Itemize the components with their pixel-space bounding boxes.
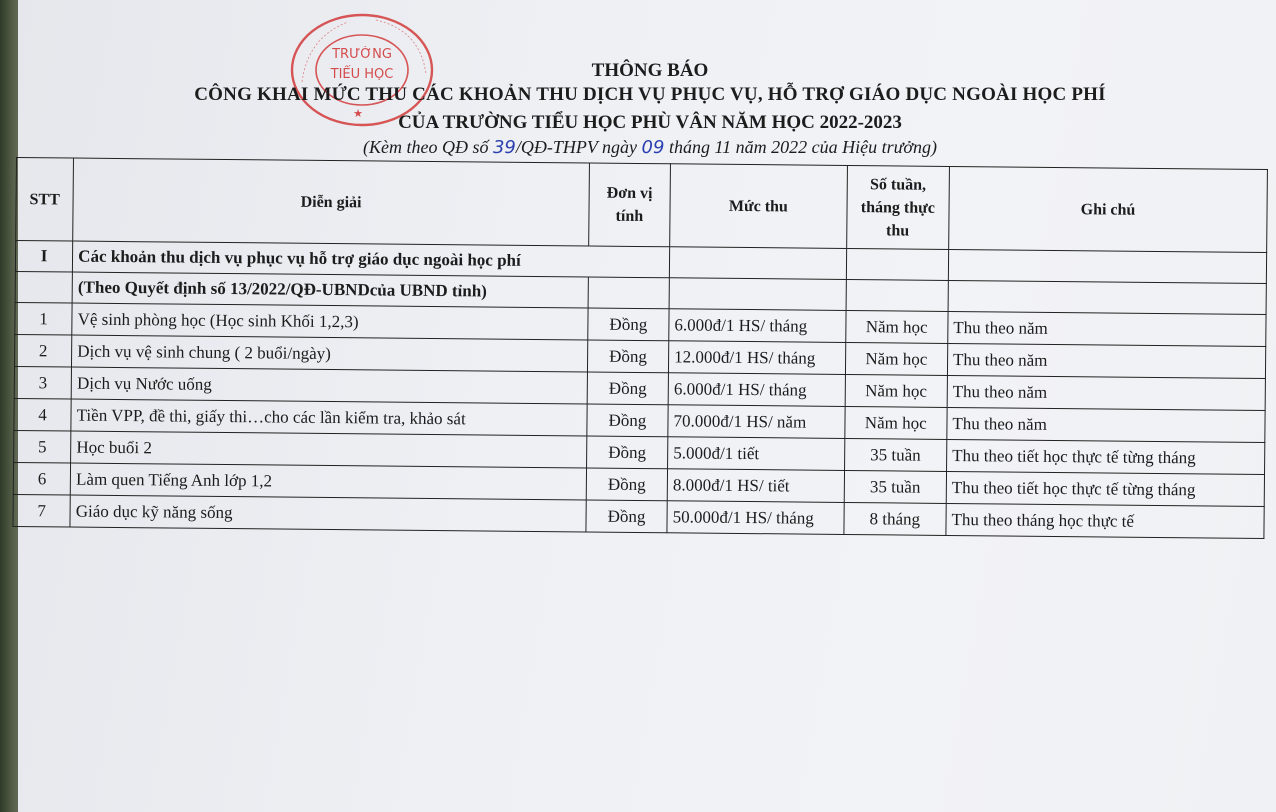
empty-cell xyxy=(669,247,846,280)
row-period: Năm học xyxy=(844,406,947,439)
note-prefix: (Kèm theo QĐ số xyxy=(362,137,493,157)
header-period-line3: thu xyxy=(885,221,910,240)
row-rate: 6.000đ/1 HS/ tháng xyxy=(669,309,846,343)
note-suffix: tháng 11 năm 2022 của Hiệu trưởng) xyxy=(664,137,938,157)
row-unit: Đồng xyxy=(586,436,668,469)
row-note: Thu theo năm xyxy=(948,311,1266,346)
row-unit: Đồng xyxy=(588,308,670,341)
row-description: Làm quen Tiếng Anh lớp 1,2 xyxy=(70,463,586,500)
empty-cell xyxy=(15,271,72,303)
row-note: Thu theo tiết học thực tế từng tháng xyxy=(946,471,1264,506)
header-rate: Mức thu xyxy=(670,164,847,249)
empty-cell xyxy=(846,279,949,311)
row-rate: 6.000đ/1 HS/ tháng xyxy=(668,373,845,407)
header-unit-line2: tính xyxy=(615,207,644,226)
row-unit: Đồng xyxy=(587,340,669,373)
row-rate: 50.000đ/1 HS/ tháng xyxy=(667,501,844,535)
row-rate: 12.000đ/1 HS/ tháng xyxy=(669,341,846,375)
row-rate: 70.000đ/1 HS/ năm xyxy=(668,405,845,439)
header-unit-line1: Đơn vị xyxy=(606,184,653,203)
handwritten-day: 09 xyxy=(641,137,665,158)
section-subtitle: (Theo Quyết định số 13/2022/QĐ-UBNDcủa UBND tỉnh) xyxy=(72,272,588,308)
row-stt: 3 xyxy=(14,366,71,399)
svg-text:TRƯỜNG: TRƯỜNG xyxy=(332,47,392,62)
row-note: Thu theo năm xyxy=(947,407,1265,442)
row-stt: 6 xyxy=(13,462,70,495)
document-title: THÔNG BÁO xyxy=(591,60,709,81)
row-note: Thu theo tháng học thực tế xyxy=(946,503,1264,538)
empty-cell xyxy=(846,248,949,280)
row-stt: 1 xyxy=(15,302,72,335)
row-period: 35 tuần xyxy=(844,470,947,503)
svg-text:TIỂU HỌC: TIỂU HỌC xyxy=(330,67,394,82)
document-subtitle-line2: CỦA TRƯỜNG TIỂU HỌC PHÙ VÂN NĂM HỌC 2022-2023 xyxy=(398,112,902,133)
empty-cell xyxy=(669,278,846,311)
row-note: Thu theo năm xyxy=(947,343,1265,378)
document-reference-note xyxy=(300,137,1000,158)
fee-table xyxy=(12,157,1267,539)
svg-text:★: ★ xyxy=(353,107,363,120)
row-note: Thu theo tiết học thực tế từng tháng xyxy=(946,439,1264,474)
row-note: Thu theo năm xyxy=(947,375,1265,410)
row-stt: 2 xyxy=(14,334,71,367)
row-description: Vệ sinh phòng học (Học sinh Khối 1,2,3) xyxy=(72,303,588,340)
section-title: Các khoản thu dịch vụ phục vụ hỗ trợ giáo dục ngoài học phí xyxy=(73,241,670,278)
header-period-line2: tháng thực xyxy=(860,198,935,217)
header-period xyxy=(846,165,949,249)
row-unit: Đồng xyxy=(587,372,669,405)
row-unit: Đồng xyxy=(587,404,669,437)
row-stt: 7 xyxy=(13,494,70,527)
header-unit xyxy=(588,163,670,247)
row-period: Năm học xyxy=(845,310,948,343)
header-stt: STT xyxy=(16,158,74,242)
row-rate: 8.000đ/1 HS/ tiết xyxy=(667,469,844,503)
empty-cell xyxy=(588,277,670,309)
row-stt: 5 xyxy=(14,430,71,463)
row-description: Tiền VPP, đề thi, giấy thi…cho các lần kiểm tra, khảo sát xyxy=(71,399,587,436)
row-period: Năm học xyxy=(845,342,948,375)
row-description: Giáo dục kỹ năng sống xyxy=(70,495,586,532)
note-mid: /QĐ-THPV ngày xyxy=(515,137,642,157)
empty-cell xyxy=(948,280,1266,314)
empty-cell xyxy=(948,249,1266,283)
header-note: Ghi chú xyxy=(949,166,1268,252)
row-description: Dịch vụ vệ sinh chung ( 2 buổi/ngày) xyxy=(72,335,588,372)
handwritten-decision-number: 39 xyxy=(492,137,516,158)
section-number: I xyxy=(15,241,72,273)
row-description: Dịch vụ Nước uống xyxy=(71,367,587,404)
header-description: Diễn giải xyxy=(73,158,589,246)
row-period: 35 tuần xyxy=(844,438,947,471)
row-unit: Đồng xyxy=(586,468,668,501)
header-period-line1: Số tuần, xyxy=(869,175,927,194)
row-unit: Đồng xyxy=(586,500,668,533)
row-rate: 5.000đ/1 tiết xyxy=(668,437,845,471)
row-period: Năm học xyxy=(845,374,948,407)
table-header-row xyxy=(16,158,1268,253)
row-stt: 4 xyxy=(14,398,71,431)
row-period: 8 tháng xyxy=(844,502,947,535)
row-description: Học buổi 2 xyxy=(71,431,587,468)
document-subtitle-line1: CÔNG KHAI MỨC THU CÁC KHOẢN THU DỊCH VỤ PHỤC VỤ, HỖ TRỢ GIÁO DỤC NGOÀI HỌC PHÍ xyxy=(194,84,1106,105)
